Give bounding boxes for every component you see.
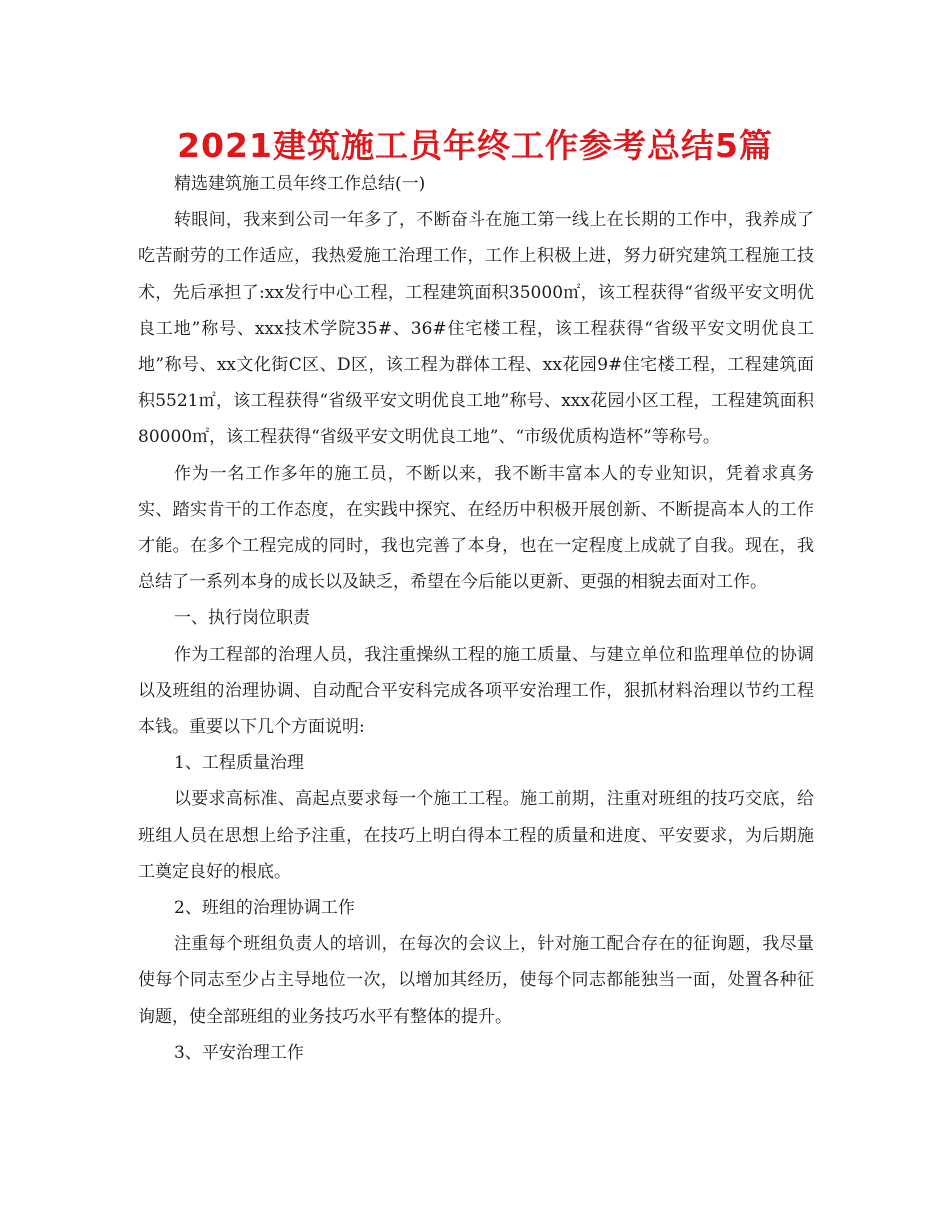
body-paragraph: 转眼间，我来到公司一年多了，不断奋斗在施工第一线上在长期的工作中，我养成了吃苦耐劳的工作适应，我热爱施工治理工作，工作上积极上进，努力研究建筑工程施工技术，先后承担了:xx发行中心工程，工程建筑面积35000㎡，该工程获得“省级平安文明优良工地”称号、xxx技术学院35#、36#住宅楼工程，该工程获得“省级平安文明优良工地”称号、xx文化街C区、D区，该工程为群体工程、xx花园9#住宅楼工程，工程建筑面积5521㎡，该工程获得“省级平安文明优良工地”称号、xxx花园小区工程，工程建筑面积80000㎡，该工程获得“省级平安文明优良工地”、“市级优质构造杯”等称号。 — [138, 210, 814, 448]
body-paragraph: 作为工程部的治理人员，我注重操纵工程的施工质量、与建立单位和监理单位的协调以及班组的治理协调、自动配合平安科完成各项平安治理工作，狠抓材料治理以节约工程本钱。重要以下几个方面说明: — [138, 644, 814, 738]
body-paragraph: 作为一名工作多年的施工员，不断以来，我不断丰富本人的专业知识，凭着求真务实、踏实肯干的工作态度，在实践中探究、在经历中积极开展创新、不断提高本人的工作才能。在多个工程完成的同时，我也完善了本身，也在一定程度上成就了自我。现在，我总结了一系列本身的成长以及缺乏，希望在今后能以更新、更强的相貌去面对工作。 — [138, 463, 814, 593]
subsection-heading: 3、平安治理工作 — [174, 1042, 304, 1063]
document-body — [138, 166, 814, 1071]
subsection-heading: 1、工程质量治理 — [174, 753, 304, 774]
section-heading: 精选建筑施工员年终工作总结(一) — [174, 174, 426, 194]
subsection-heading: 2、班组的治理协调工作 — [174, 898, 355, 919]
body-paragraph: 注重每个班组负责人的培训，在每次的会议上，针对施工配合存在的征询题，我尽量使每个同志至少占主导地位一次，以增加其经历，使每个同志都能独当一面，处置各种征询题，使全部班组的业务技巧水平有整体的提升。 — [138, 934, 814, 1027]
body-paragraph: 以要求高标准、高起点要求每一个施工工程。施工前期，注重对班组的技巧交底，给班组人员在思想上给予注重，在技巧上明白得本工程的质量和进度、平安要求，为后期施工奠定良好的根底。 — [138, 789, 814, 882]
document-title: 2021建筑施工员年终工作参考总结5篇 — [177, 126, 773, 165]
section-heading: 一、执行岗位职责 — [174, 608, 310, 629]
